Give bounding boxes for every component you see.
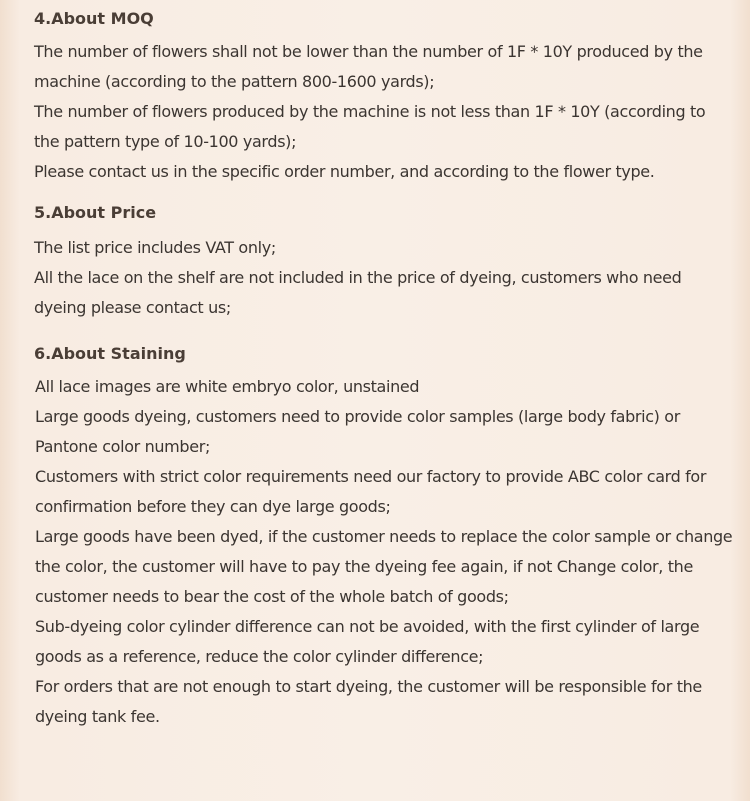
text-line: For orders that are not enough to start dyeing, the customer will be responsible for the	[35, 677, 702, 696]
text-line: confirmation before they can dye large goods;	[35, 497, 391, 516]
section-body	[35, 372, 735, 732]
text-line: All lace images are white embryo color, unstained	[35, 377, 420, 396]
section-title: 6.About Staining	[34, 344, 186, 363]
section-title: 5.About Price	[34, 203, 157, 222]
text-line: the pattern type of 10-100 yards);	[34, 132, 297, 151]
section-price	[34, 203, 734, 223]
text-line: The number of flowers shall not be lower than the number of 1F * 10Y produced by the	[34, 42, 703, 61]
text-line: All the lace on the shelf are not included in the price of dyeing, customers who need	[34, 268, 682, 287]
text-line: The list price includes VAT only;	[34, 238, 276, 257]
text-line: Customers with strict color requirements need our factory to provide ABC color card for	[35, 467, 707, 486]
text-line: the color, the customer will have to pay the dyeing fee again, if not Change color, the	[35, 557, 693, 576]
section-staining	[34, 344, 734, 364]
text-line: Please contact us in the specific order number, and according to the flower type.	[34, 162, 655, 181]
text-line: dyeing please contact us;	[34, 298, 231, 317]
text-line: Large goods have been dyed, if the customer needs to replace the color sample or change	[35, 527, 733, 546]
text-line: Large goods dyeing, customers need to provide color samples (large body fabric) or	[35, 407, 680, 426]
text-line: Sub-dyeing color cylinder difference can not be avoided, with the first cylinder of large	[35, 617, 700, 636]
text-line: machine (according to the pattern 800-1600 yards);	[34, 72, 435, 91]
section-body	[34, 37, 734, 187]
text-line: goods as a reference, reduce the color cylinder difference;	[35, 647, 484, 666]
section-body	[34, 233, 734, 323]
text-line: The number of flowers produced by the machine is not less than 1F * 10Y (according to	[34, 102, 706, 121]
section-title: 4.About MOQ	[34, 9, 154, 28]
section-moq	[34, 9, 734, 29]
text-line: dyeing tank fee.	[35, 707, 160, 726]
text-line: customer needs to bear the cost of the whole batch of goods;	[35, 587, 509, 606]
text-line: Pantone color number;	[35, 437, 210, 456]
